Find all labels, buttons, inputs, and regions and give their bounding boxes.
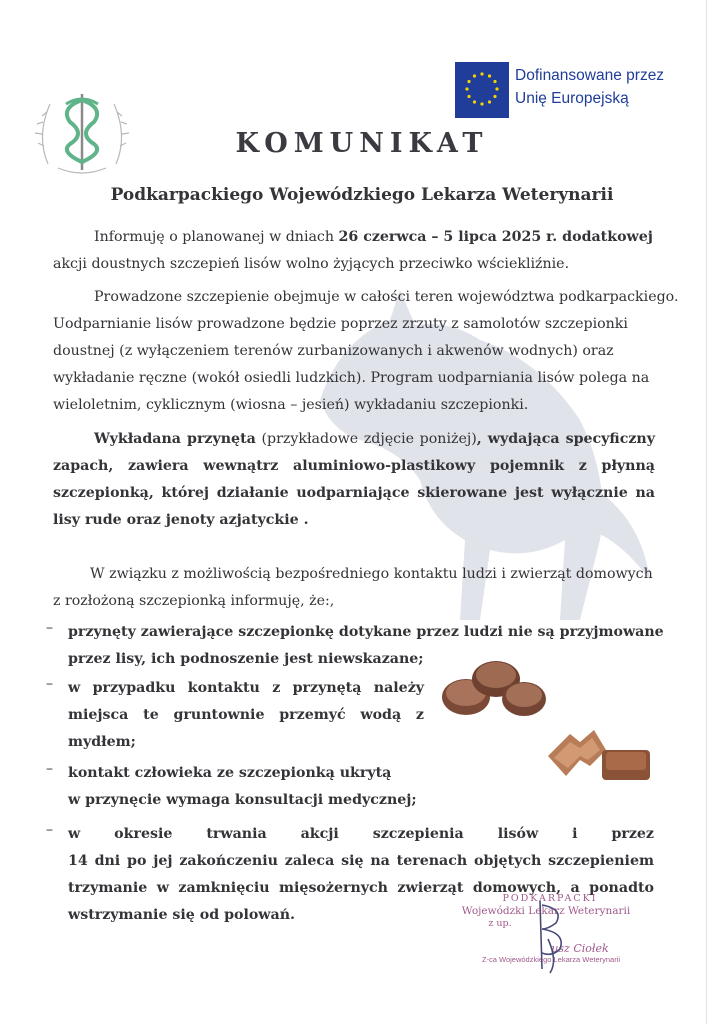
stamp-line4: Z-ca Wojewódzkiego Lekarza Weterynarii [481,955,621,964]
para3-bold1: Wykładana przynęta [94,431,256,447]
para3-bold2: , wydająca specyficzny zapach, zawiera wewnątrz aluminiowo-plastikowy pojemnik z płynną szczepionką, której działanie uodparniające skierowane jest wyłącznie na lisy rude oraz jenoty azjatyckie . [53,431,655,528]
bullet2-line3: mydłem; [68,734,136,750]
handwritten-signature [530,895,580,975]
bullet3-line1: kontakt człowieka ze szczepionką ukrytą [68,765,392,781]
stamp-line1: PODKARPACKI [502,893,598,904]
para1-line1 [94,225,653,251]
bullet4-line1: w okresie trwania akcji szczepienia lisów i przez [68,826,654,842]
bullet4-line2: 14 dni po jej zakończeniu zaleca się na terenach objętych szczepieniem [68,853,654,869]
stamp-line2: Wojewódzki Lekarz Weterynarii [461,905,631,917]
para3-bait-description [53,426,655,534]
stamp-line3: z up. [488,918,512,929]
page-subtitle: Podkarpackiego Wojewódzkiego Lekarza Weterynarii [110,185,614,205]
para2-line5: wieloletnim, cyklicznym (wiosna – jesień) wykładaniu szczepionki. [53,397,529,413]
para1-dates: 26 czerwca – 5 lipca 2025 r. dodatkowej [338,229,653,245]
bullet2-line1: w przypadku kontaktu z przynętą należy [68,680,424,696]
bullet2-line2: miejsca te gruntownie przemyć wodą z [68,707,424,723]
page-title: KOMUNIKAT [235,128,489,159]
para2-line2: Uodparnianie lisów prowadzone będzie poprzez zrzuty z samolotów szczepionki [53,316,628,332]
para1-line2: akcji doustnych szczepień lisów wolno żyjących przeciwko wściekliźnie. [53,256,570,272]
para2-line3: doustnej (z wyłączeniem terenów zurbanizowanych i akwenów wodnych) oraz [53,343,614,359]
stamp-name: usz Ciołek [551,942,609,955]
eu-funding-line1: Dofinansowane przez [515,67,665,84]
bullet1-dash: – [46,620,53,636]
para4-line1: W związku z możliwością bezpośredniego kontaktu ludzi i zwierząt domowych [90,566,653,582]
para1-line1-text: Informuję o planowanej w dniach [94,229,339,245]
bait-photo-square [540,720,660,786]
bullet1-line1: przynęty zawierające szczepionkę dotykane przez ludzi nie są przyjmowane [68,624,664,640]
bullet4-dash: – [46,822,53,838]
para4-line2: z rozłożoną szczepionką informuję, że:, [53,593,335,609]
para3-normal1: (przykładowe zdjęcie poniżej) [255,431,477,447]
bullet2-dash: – [46,676,53,692]
bullet3-dash: – [46,761,53,777]
bullet4-line3: trzymanie w zamknięciu mięsożernych zwierząt domowych, a ponadto [68,880,654,896]
eu-funding-line2: Unię Europejską [515,90,629,107]
bullet4-line4: wstrzymanie się od polowań. [68,907,295,923]
bullet3-line2: w przynęcie wymaga konsultacji medycznej; [68,792,417,808]
para2-line4: wykładanie ręczne (wokół osiedli ludzkich). Program uodparniania lisów polega na [53,370,650,386]
eu-funding-label [515,64,664,110]
bait-photo-round [436,655,548,723]
para2-line1: Prowadzone szczepienie obejmuje w całości teren województwa podkarpackiego. [94,289,679,305]
bullet1-line2: przez lisy, ich podnoszenie jest niewskazane; [68,651,424,667]
eu-flag-icon [455,62,509,118]
